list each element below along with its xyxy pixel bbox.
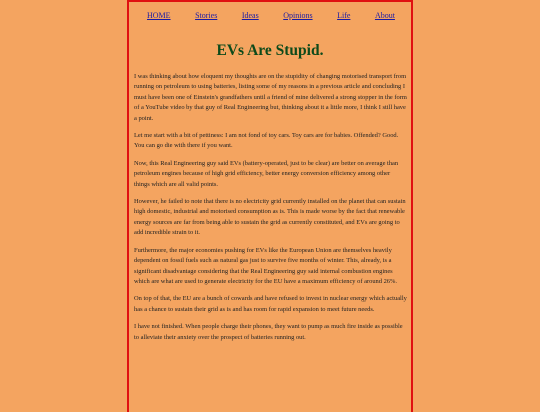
nav-link-stories[interactable]: Stories — [195, 11, 218, 20]
nav-link-home[interactable]: HOME — [147, 11, 171, 20]
article-paragraph: Furthermore, the major economies pushing for EVs like the European Union are themselves heavily dependent on fossil fuels such as natural gas just to survive five months of winter. This, already, is a significant disadvantage considering that the Real Engineering guy said internal combustion engines which are what are used to generate electricity for the EU have a maximum efficiency of around 26%. — [134, 246, 397, 285]
article-paragraph: I have not finished. When people charge their phones, they want to pump as much fire inside as possible to alleviate their anxiety over the prospect of batteries running out. — [134, 323, 403, 341]
nav-link-life[interactable]: Life — [337, 11, 351, 20]
nav-link-about[interactable]: About — [374, 11, 395, 20]
article-title: EVs Are Stupid. — [216, 42, 324, 59]
article-body — [129, 72, 411, 343]
article-paragraph: However, he failed to note that there is no electricity grid currently installed on the planet that can sustain high domestic, industrial and motorised consumption as is. This is made worse by the fact that renewable energy sources are far from being able to sustain the grid as currently constituted, and EVs are going to add incredible strain to it. — [134, 198, 406, 237]
article-paragraph: Let me start with a bit of pettiness: I am not fond of toy cars. Toy cars are for babies. Offended? Good. You can go die with there if you want. — [134, 132, 399, 150]
article-paragraph: I was thinking about how eloquent my thoughts are on the stupidity of changing motorised transport from running on petroleum to using batteries, listing some of my reasons in a previous article and concluding I must have been one of Einstein's grandfathers until a friend of mine delivered a strong stopper in the form of a YouTube video by that guy of Real Engineering but, thinking about it a little more, I think I still have a point. — [134, 73, 407, 122]
page-container — [127, 0, 413, 412]
nav-bar — [129, 2, 411, 25]
nav-link-opinions[interactable]: Opinions — [283, 11, 313, 20]
article-paragraph: On top of that, the EU are a bunch of cowards and have refused to invest in nuclear energy which actually has a chance to sustain their grid as is and has room for rapid expansion to meet future needs. — [134, 295, 407, 313]
article-paragraph: Now, this Real Engineering guy said EVs (battery-operated, just to be clear) are better on average than petroleum engines because of high grid efficiency, better energy conversion efficiency among other things which are all valid points. — [134, 159, 399, 188]
nav-link-ideas[interactable]: Ideas — [241, 11, 259, 20]
